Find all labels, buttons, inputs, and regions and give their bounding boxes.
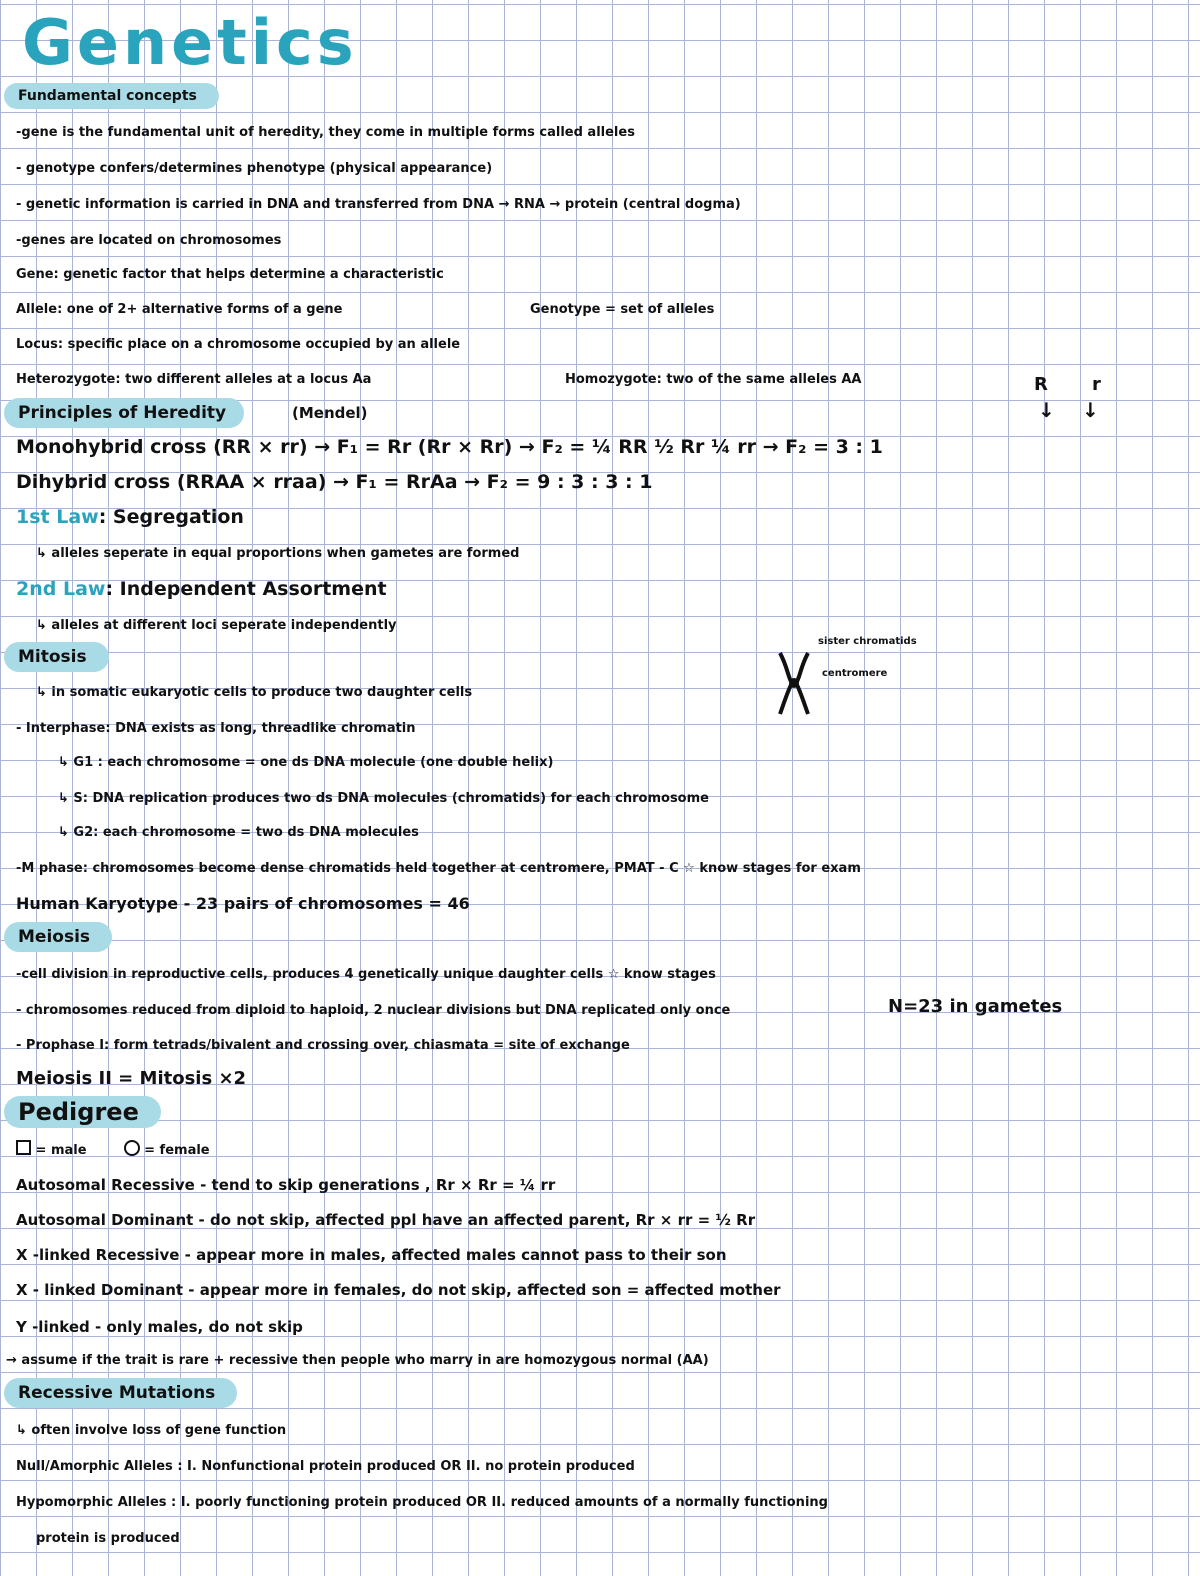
fundamental-line-1: -gene is the fundamental unit of heredity, they come in multiple forms called alleles xyxy=(16,125,635,140)
pedigree-heading: Pedigree xyxy=(4,1096,161,1128)
x-linked-recessive: X -linked Recessive - appear more in males, affected males cannot pass to their son xyxy=(16,1246,727,1264)
meiosis-heading: Meiosis xyxy=(4,922,112,952)
autosomal-dominant: Autosomal Dominant - do not skip, affected ppl have an affected parent, Rr × rr = ½ Rr xyxy=(16,1211,756,1229)
first-law xyxy=(16,506,244,528)
m-phase: -M phase: chromosomes become dense chromatids held together at centromere, PMAT - C ☆ know stages for exam xyxy=(16,861,861,876)
fundamental-line-2: - genotype confers/determines phenotype (physical appearance) xyxy=(16,161,493,176)
first-law-label: 1st Law xyxy=(16,506,99,528)
hypomorphic-alleles-continued: protein is produced xyxy=(36,1531,180,1546)
g1-phase: ↳ G1 : each chromosome = one ds DNA molecule (one double helix) xyxy=(58,755,554,770)
g2-phase: ↳ G2: each chromosome = two ds DNA molecules xyxy=(58,825,419,840)
fundamental-line-4: -genes are located on chromosomes xyxy=(16,233,282,248)
heredity-heading-paren: (Mendel) xyxy=(292,404,368,422)
pedigree-assumption: → assume if the trait is rare + recessive then people who marry in are homozygous normal (AA) xyxy=(6,1353,709,1368)
first-law-description: ↳ alleles seperate in equal proportions when gametes are formed xyxy=(36,546,520,561)
n-gametes-note: N=23 in gametes xyxy=(888,996,1063,1017)
mitosis-line-1: ↳ in somatic eukaryotic cells to produce two daughter cells xyxy=(36,685,473,700)
heredity-heading xyxy=(4,398,244,428)
allele-R-label: R xyxy=(1034,374,1048,395)
s-phase: ↳ S: DNA replication produces two ds DNA molecules (chromatids) for each chromosome xyxy=(58,791,709,806)
meiosis-ii: Meiosis II = Mitosis ×2 xyxy=(16,1068,247,1089)
heredity-heading-text: Principles of Heredity xyxy=(18,403,227,423)
recessive-line-1: ↳ often involve loss of gene function xyxy=(16,1423,287,1438)
meiosis-line-2: - chromosomes reduced from diploid to haploid, 2 nuclear divisions but DNA replicated only once xyxy=(16,1003,731,1018)
monohybrid-cross: Monohybrid cross (RR × rr) → F₁ = Rr (Rr × Rr) → F₂ = ¼ RR ½ Rr ¼ rr → F₂ = 3 : 1 xyxy=(16,436,883,458)
second-law-description: ↳ alleles at different loci seperate independently xyxy=(36,618,397,633)
male-square-icon xyxy=(16,1140,31,1155)
first-law-title: : Segregation xyxy=(98,506,244,528)
arrow-down-R-icon: ↓ xyxy=(1038,398,1055,422)
meiosis-line-1: -cell division in reproductive cells, produces 4 genetically unique daughter cells ☆ know stages xyxy=(16,967,716,982)
mitosis-line-2: - Interphase: DNA exists as long, threadlike chromatin xyxy=(16,721,416,736)
null-amorphic-alleles: Null/Amorphic Alleles : I. Nonfunctional protein produced OR II. no protein produced xyxy=(16,1459,635,1474)
chromosome-diagram-icon xyxy=(770,648,830,718)
page-title: Genetics xyxy=(22,6,358,79)
recessive-mutations-heading: Recessive Mutations xyxy=(4,1378,237,1408)
mitosis-heading: Mitosis xyxy=(4,642,109,672)
male-label: = male xyxy=(35,1143,87,1158)
locus-definition: Locus: specific place on a chromosome occupied by an allele xyxy=(16,337,461,352)
heterozygote-definition: Heterozygote: two different alleles at a locus Aa xyxy=(16,372,372,387)
genotype-definition: Genotype = set of alleles xyxy=(530,302,715,317)
allele-definition: Allele: one of 2+ alternative forms of a gene xyxy=(16,302,343,317)
centromere-label: centromere xyxy=(822,668,888,679)
allele-r-label: r xyxy=(1092,374,1101,395)
pedigree-legend xyxy=(16,1140,210,1162)
second-law-label: 2nd Law xyxy=(16,578,106,600)
sister-chromatids-label: sister chromatids xyxy=(818,636,917,647)
meiosis-line-3: - Prophase I: form tetrads/bivalent and crossing over, chiasmata = site of exchange xyxy=(16,1038,630,1053)
female-circle-icon xyxy=(124,1140,140,1156)
human-karyotype: Human Karyotype - 23 pairs of chromosomes = 46 xyxy=(16,894,470,913)
x-linked-dominant: X - linked Dominant - appear more in females, do not skip, affected son = affected mother xyxy=(16,1281,781,1299)
hypomorphic-alleles: Hypomorphic Alleles : I. poorly functioning protein produced OR II. reduced amounts of a normally functioning xyxy=(16,1495,828,1510)
female-label: = female xyxy=(144,1143,210,1158)
arrow-down-r-icon: ↓ xyxy=(1082,398,1099,422)
second-law xyxy=(16,578,387,600)
fundamental-concepts-heading: Fundamental concepts xyxy=(4,83,219,109)
y-linked: Y -linked - only males, do not skip xyxy=(16,1318,303,1336)
autosomal-recessive: Autosomal Recessive - tend to skip generations , Rr × Rr = ¼ rr xyxy=(16,1176,556,1194)
gene-definition: Gene: genetic factor that helps determine a characteristic xyxy=(16,267,444,282)
fundamental-line-3: - genetic information is carried in DNA and transferred from DNA → RNA → protein (central dogma) xyxy=(16,197,741,212)
homozygote-definition: Homozygote: two of the same alleles AA xyxy=(565,372,862,387)
second-law-title: : Independent Assortment xyxy=(105,578,387,600)
dihybrid-cross: Dihybrid cross (RRAA × rraa) → F₁ = RrAa → F₂ = 9 : 3 : 3 : 1 xyxy=(16,471,653,493)
